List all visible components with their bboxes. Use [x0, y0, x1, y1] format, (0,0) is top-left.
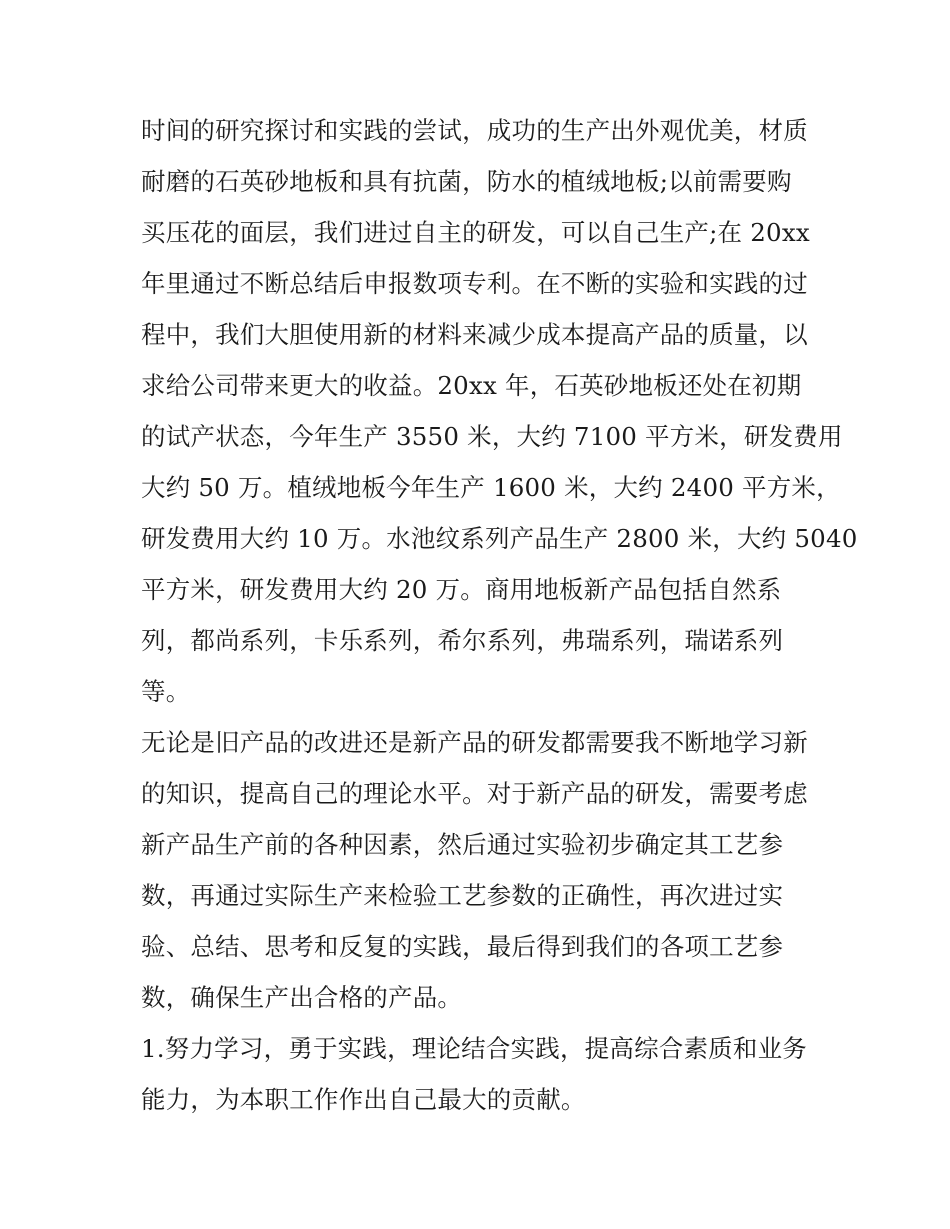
text-line: 1.努力学习，勇于实践，理论结合实践，提高综合素质和业务: [141, 1034, 807, 1063]
text-line: 时间的研究探讨和实践的尝试，成功的生产出外观优美，材质: [141, 116, 808, 145]
text-line: 耐磨的石英砂地板和具有抗菌，防水的植绒地板;以前需要购: [141, 167, 792, 196]
text-line: 验、总结、思考和反复的实践，最后得到我们的各项工艺参: [141, 932, 784, 961]
text-line: 买压花的面层，我们进过自主的研发，可以自己生产;在 20xx: [141, 218, 810, 247]
text-line: 程中，我们大胆使用新的材料来减少成本提高产品的质量，以: [141, 320, 808, 349]
text-line: 平方米，研发费用大约 20 万。商用地板新产品包括自然系: [141, 575, 782, 604]
text-line: 列，都尚系列，卡乐系列，希尔系列，弗瑞系列，瑞诺系列: [141, 626, 784, 655]
text-line: 新产品生产前的各种因素，然后通过实验初步确定其工艺参: [141, 830, 784, 859]
text-line: 的知识，提高自己的理论水平。对于新产品的研发，需要考虑: [141, 779, 808, 808]
text-line: 的试产状态，今年生产 3550 米，大约 7100 平方米，研发费用: [141, 422, 843, 451]
text-line: 能力，为本职工作作出自己最大的贡献。: [141, 1085, 586, 1114]
text-line: 数，再通过实际生产来检验工艺参数的正确性，再次进过实: [141, 881, 784, 910]
document-body: [141, 105, 858, 1125]
text-line: 研发费用大约 10 万。水池纹系列产品生产 2800 米，大约 5040: [141, 524, 858, 553]
text-line: 求给公司带来更大的收益。20xx 年，石英砂地板还处在初期: [141, 371, 802, 400]
text-line: 年里通过不断总结后申报数项专利。在不断的实验和实践的过: [141, 269, 808, 298]
text-line: 无论是旧产品的改进还是新产品的研发都需要我不断地学习新: [141, 728, 808, 757]
text-line: 大约 50 万。植绒地板今年生产 1600 米，大约 2400 平方米，: [141, 473, 841, 502]
text-line: 数，确保生产出合格的产品。: [141, 983, 463, 1012]
text-line: 等。: [141, 677, 191, 706]
